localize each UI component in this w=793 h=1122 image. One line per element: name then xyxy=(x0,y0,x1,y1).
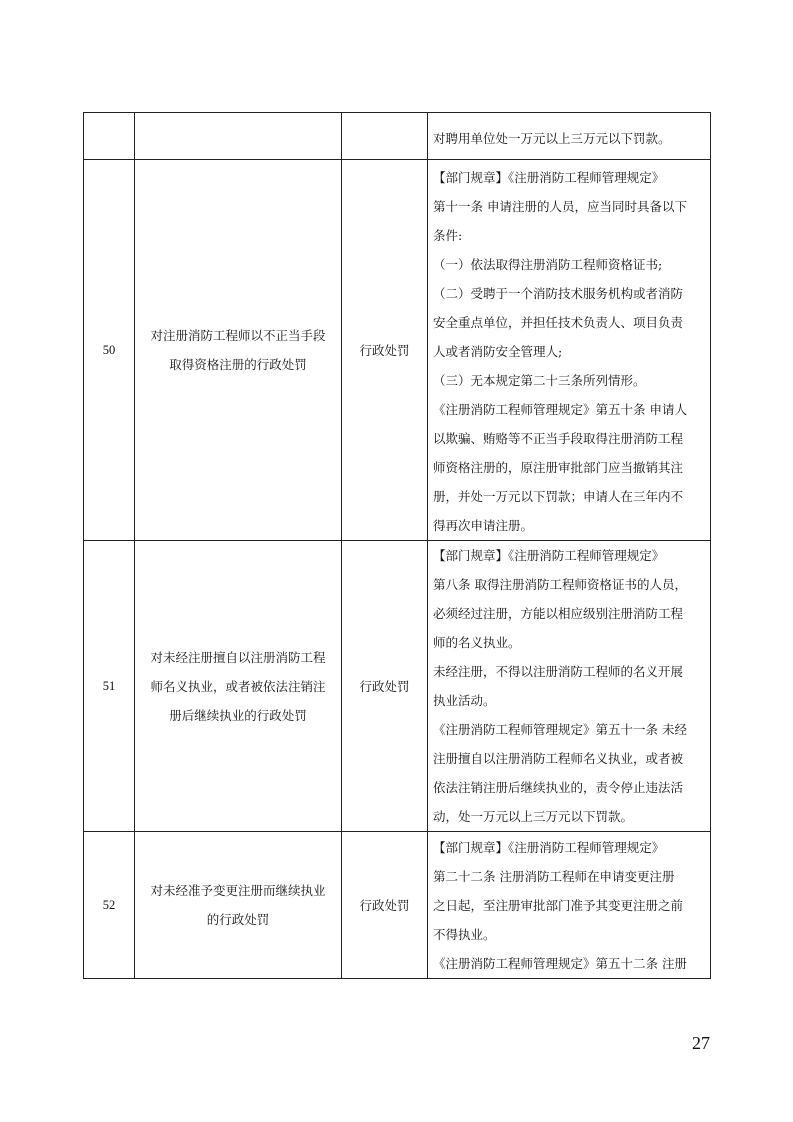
basis-line: 人或者消防安全管理人; xyxy=(433,344,563,359)
table-row xyxy=(84,113,711,160)
basis-line: 得再次申请注册。 xyxy=(433,518,534,533)
item-name-line: 师名义执业，或者被依法注销注 xyxy=(150,678,326,694)
item-name xyxy=(135,160,342,541)
item-name-line: 对未经注册擅自以注册消防工程 xyxy=(150,649,326,665)
basis-line: 未经注册，不得以注册消防工程师的名义开展 xyxy=(433,664,684,679)
basis-line: 执业活动。 xyxy=(433,693,496,708)
basis-line: （二）受聘于一个消防技术服务机构或者消防 xyxy=(433,286,684,301)
page-number: 27 xyxy=(692,1033,710,1053)
basis-line: 【部门规章】《注册消防工程师管理规定》 xyxy=(433,170,665,185)
penalty-type: 行政处罚 xyxy=(342,832,428,979)
item-name xyxy=(135,113,342,160)
item-name-line: 对注册消防工程师以不正当手段 xyxy=(150,328,326,343)
table-row xyxy=(84,541,711,832)
basis-line: 必须经过注册，方能以相应级别注册消防工程 xyxy=(433,606,684,621)
row-number xyxy=(84,113,135,160)
item-name-line: 的行政处罚 xyxy=(206,912,270,927)
penalty-type xyxy=(342,113,428,160)
basis-line: 注册擅自以注册消防工程师名义执业，或者被 xyxy=(433,751,684,766)
legal-basis xyxy=(428,541,711,832)
basis-line: 动，处一万元以上三万元以下罚款。 xyxy=(433,809,634,824)
basis-line: 【部门规章】《注册消防工程师管理规定》 xyxy=(433,839,665,855)
legal-basis xyxy=(428,160,711,541)
row-number: 52 xyxy=(84,832,135,979)
basis-line: 第八条 取得注册消防工程师资格证书的人员， xyxy=(433,577,687,592)
basis-line: 师的名义执业。 xyxy=(433,635,521,650)
basis-line: 册，并处一万元以下罚款；申请人在三年内不 xyxy=(433,489,684,504)
penalty-type: 行政处罚 xyxy=(342,541,428,832)
basis-line: 条件: xyxy=(433,228,463,243)
basis-line: 不得执业。 xyxy=(433,926,496,942)
basis-line: 之日起，至注册审批部门准予其变更注册之前 xyxy=(433,897,684,913)
basis-line: （一）依法取得注册消防工程师资格证书; xyxy=(433,257,663,272)
basis-line: 以欺骗、贿赂等不正当手段取得注册消防工程 xyxy=(433,431,684,446)
row-number: 50 xyxy=(84,160,135,541)
row-number: 51 xyxy=(84,541,135,832)
basis-line: 《注册消防工程师管理规定》第五十一条 未经 xyxy=(433,722,687,737)
basis-line: 【部门规章】《注册消防工程师管理规定》 xyxy=(433,548,665,563)
item-name xyxy=(135,541,342,832)
basis-line: 对聘用单位处一万元以上三万元以下罚款。 xyxy=(433,131,671,146)
penalty-table xyxy=(83,112,711,979)
basis-line: （三）无本规定第二十三条所列情形。 xyxy=(433,373,646,388)
basis-line: 《注册消防工程师管理规定》第五十二条 注册 xyxy=(433,955,687,971)
basis-line: 依法注销注册后继续执业的，责令停止违法活 xyxy=(433,780,684,795)
basis-line: 安全重点单位，并担任技术负责人、项目负责 xyxy=(433,315,684,330)
basis-line: 第二十二条 注册消防工程师在申请变更注册 xyxy=(433,868,675,884)
basis-line: 第十一条 申请注册的人员，应当同时具备以下 xyxy=(433,199,687,214)
item-name-line: 取得资格注册的行政处罚 xyxy=(169,357,307,372)
penalty-type: 行政处罚 xyxy=(342,160,428,541)
item-name xyxy=(135,832,342,979)
basis-line: 师资格注册的，原注册审批部门应当撤销其注 xyxy=(433,460,684,475)
basis-line: 《注册消防工程师管理规定》第五十条 申请人 xyxy=(433,402,687,417)
legal-basis xyxy=(428,113,711,160)
table-row xyxy=(84,832,711,979)
legal-basis xyxy=(428,832,711,979)
table-row xyxy=(84,160,711,541)
item-name-line: 对未经准予变更注册而继续执业 xyxy=(150,883,326,898)
item-name-line: 册后继续执业的行政处罚 xyxy=(169,707,307,723)
